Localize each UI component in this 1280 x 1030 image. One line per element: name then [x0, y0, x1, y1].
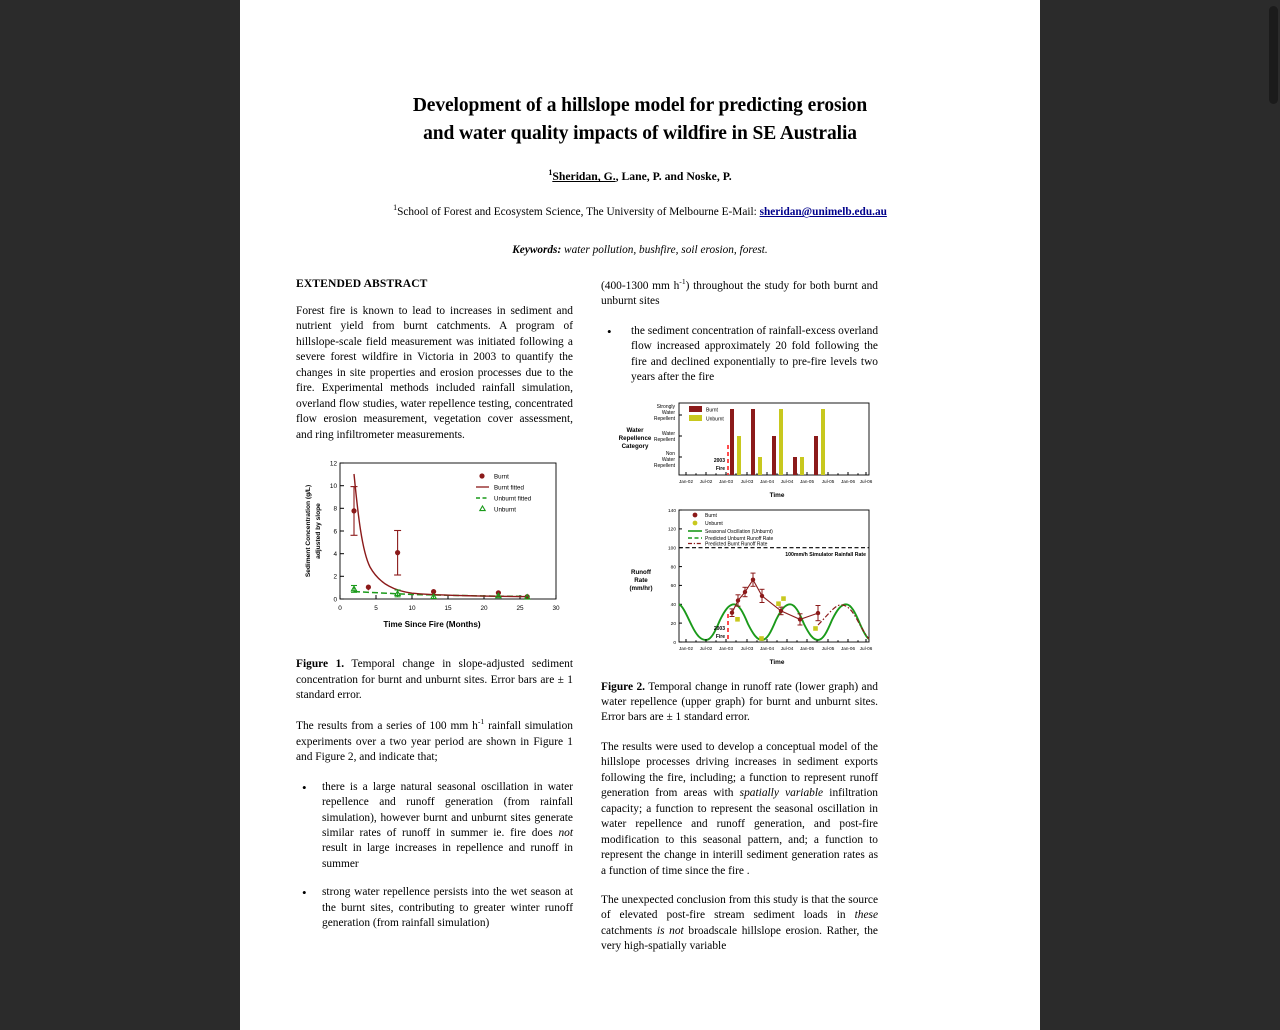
affiliation-footnote-marker: 1 — [393, 203, 397, 212]
svg-text:0: 0 — [673, 639, 676, 645]
figure-2-caption — [601, 680, 878, 726]
svg-text:Rate: Rate — [634, 577, 648, 584]
svg-text:Jul-03: Jul-03 — [741, 646, 754, 651]
right-top-superscript: -1 — [679, 277, 685, 286]
model-paragraph — [601, 740, 878, 879]
figure-1-caption — [296, 657, 573, 703]
results-paragraph — [296, 717, 573, 765]
figure-1-y-axis-label: Sediment Concentration (g/L) — [305, 485, 312, 577]
title-line-1: Development of a hillslope model for predicting erosion — [413, 95, 867, 116]
conclusion-italic-2: is not — [657, 925, 684, 937]
svg-text:60: 60 — [671, 583, 677, 589]
keywords-value: water pollution, bushfire, soil erosion, forest. — [564, 244, 768, 256]
author-list — [296, 168, 984, 183]
svg-text:Water: Water — [627, 427, 645, 434]
conclusion-italic-1: these — [855, 909, 878, 921]
svg-text:Jan-03: Jan-03 — [719, 479, 733, 484]
svg-text:2003: 2003 — [714, 458, 725, 464]
svg-text:Jan-02: Jan-02 — [679, 646, 693, 651]
conclusion-part2: catchments — [601, 925, 657, 937]
vertical-scrollbar-track[interactable] — [1266, 0, 1280, 960]
bullet-2-part1: strong water repellence persists into the wet season at the burnt sites, contributing to greater winter runoff generation (from rainfall simulation) — [322, 886, 573, 929]
figure-2-upper-chart — [601, 399, 878, 504]
svg-text:20: 20 — [671, 620, 677, 626]
right-top-part2: ) throughout the study for both burnt and unburnt sites — [601, 280, 878, 307]
results-paragraph-superscript: -1 — [478, 717, 484, 726]
svg-text:Jul-03: Jul-03 — [741, 479, 754, 484]
abstract-paragraph: Forest fire is known to lead to increases in sediment and nutrient yield from burnt catchments. A program of hillslope-scale field measurement was initiated following a severe forest wildfire in Victoria in 2003 to quantify the changes in site properties and erosion processes due to the fire. Experimental methods included rainfall simulation, overland flow studies, water repellence testing, concentrated flow erosion measurement, vegetation cover assessment, and ring infiltrometer measurements. — [296, 304, 573, 443]
svg-text:Non: Non — [666, 451, 675, 457]
svg-text:Jul-02: Jul-02 — [700, 479, 713, 484]
svg-text:0: 0 — [338, 605, 342, 612]
svg-text:Jul-02: Jul-02 — [700, 646, 713, 651]
svg-text:Jul-04: Jul-04 — [781, 646, 794, 651]
svg-text:Jul-05: Jul-05 — [822, 646, 835, 651]
svg-text:4: 4 — [333, 551, 337, 558]
svg-text:2: 2 — [333, 574, 337, 581]
svg-text:Repellent: Repellent — [654, 463, 676, 469]
figure-1-y-axis-label-2: adjusted by slope — [315, 503, 322, 559]
conclusion-part3: broadscale hillslope erosion. Rather, the very high-spatially variable — [601, 925, 878, 952]
bullet-1-part2: result in large increases in repellence and runoff in summer — [322, 842, 573, 869]
title-line-2: and water quality impacts of wildfire in SE Australia — [423, 123, 857, 144]
author-others: , Lane, P. and Noske, P. — [616, 170, 732, 183]
svg-text:140: 140 — [668, 507, 676, 513]
svg-text:Predicted Burnt Runoff Rate: Predicted Burnt Runoff Rate — [705, 541, 768, 547]
svg-text:Water: Water — [662, 457, 675, 463]
list-item — [296, 780, 573, 873]
right-top-paragraph — [601, 277, 878, 310]
svg-text:0: 0 — [333, 596, 337, 603]
svg-text:(mm/hr): (mm/hr) — [629, 585, 652, 592]
svg-text:100: 100 — [668, 545, 676, 551]
list-item — [601, 324, 878, 386]
right-bullet-list — [601, 324, 878, 386]
vertical-scrollbar-thumb[interactable] — [1269, 6, 1278, 104]
figure-1-chart — [296, 455, 568, 645]
svg-text:15: 15 — [444, 605, 452, 612]
svg-text:120: 120 — [668, 526, 676, 532]
svg-text:Strongly: Strongly — [657, 404, 676, 410]
right-top-part1: (400-1300 mm h — [601, 280, 679, 292]
figure-2-lower — [601, 506, 878, 674]
bullet-1-italic: not — [558, 827, 573, 839]
email-link[interactable]: sheridan@unimelb.edu.au — [760, 206, 887, 218]
svg-text:80: 80 — [671, 564, 677, 570]
results-paragraph-part1: The results from a series of 100 mm h — [296, 720, 478, 732]
keywords — [296, 244, 984, 256]
svg-text:Unburnt: Unburnt — [494, 506, 516, 513]
affiliation — [296, 203, 984, 218]
svg-text:Burnt: Burnt — [705, 513, 718, 519]
figure-1-caption-label: Figure 1. — [296, 658, 344, 670]
figure-2-lower-x-axis-label: Time — [770, 659, 785, 666]
figure-2-upper — [601, 399, 878, 504]
svg-text:Jan-04: Jan-04 — [760, 479, 774, 484]
svg-text:Unburnt: Unburnt — [705, 521, 723, 527]
figure-2-lower-reference-label: 100mm/h Simulator Rainfall Rate — [785, 552, 866, 558]
svg-text:Jan-03: Jan-03 — [719, 646, 733, 651]
svg-text:8: 8 — [333, 506, 337, 513]
bullet-1-part1: there is a large natural seasonal oscillation in water repellence and runoff generation (from rainfall simulation), however burnt and unburnt sites generate similar rates of runoff in summer ie. fire does — [322, 781, 573, 839]
section-heading-extended-abstract: EXTENDED ABSTRACT — [296, 277, 573, 290]
svg-text:40: 40 — [671, 602, 677, 608]
right-column — [601, 277, 878, 955]
svg-text:Jan-06: Jan-06 — [841, 479, 855, 484]
svg-text:Jan-02: Jan-02 — [679, 479, 693, 484]
svg-text:Repellence: Repellence — [619, 435, 652, 442]
conclusion-part1: The unexpected conclusion from this study is that the source of elevated post-fire stream sediment loads in — [601, 894, 878, 921]
svg-text:5: 5 — [374, 605, 378, 612]
svg-text:6: 6 — [333, 528, 337, 535]
svg-text:10: 10 — [408, 605, 416, 612]
svg-text:Unburnt fitted: Unburnt fitted — [494, 495, 532, 502]
svg-text:Burnt: Burnt — [706, 407, 719, 413]
svg-text:Seasonal Oscillation (Unburnt): Seasonal Oscillation (Unburnt) — [705, 529, 773, 535]
left-bullet-list — [296, 780, 573, 932]
svg-text:Jul-06: Jul-06 — [860, 646, 873, 651]
svg-text:25: 25 — [516, 605, 524, 612]
svg-text:Predicted Unburnt Runoff Rate: Predicted Unburnt Runoff Rate — [705, 536, 774, 542]
svg-text:Jul-05: Jul-05 — [822, 479, 835, 484]
svg-text:Water: Water — [662, 431, 675, 437]
svg-text:10: 10 — [330, 483, 338, 490]
model-paragraph-part2: infiltration capacity; a function to represent the seasonal oscillation in water repellence and runoff generation, and post-fire modification to this seasonal pattern, and; a function to represent the change in interill sediment generation rates as a function of time since the fire . — [601, 787, 878, 876]
results-paragraph-part2: rainfall simulation experiments over a two year period are shown in Figure 1 and Figure 2, and indicate that; — [296, 720, 573, 763]
figure-1-x-axis-label: Time Since Fire (Months) — [383, 620, 480, 629]
document-page — [240, 0, 1040, 1030]
svg-text:Jan-04: Jan-04 — [760, 646, 774, 651]
model-paragraph-italic: spatially variable — [740, 787, 823, 799]
svg-text:Fire: Fire — [716, 634, 725, 640]
svg-text:Fire: Fire — [716, 466, 725, 472]
svg-text:Water: Water — [662, 410, 675, 416]
svg-text:Repellent: Repellent — [654, 437, 676, 443]
model-paragraph-part1: The results were used to develop a conceptual model of the hillslope processes driving increases in sediment exports following the fire, including; a function to represent runoff generation from areas with — [601, 741, 878, 799]
author-footnote-marker: 1 — [548, 168, 552, 177]
svg-text:Unburnt: Unburnt — [706, 416, 724, 422]
svg-text:Runoff: Runoff — [631, 569, 652, 576]
figure-2-caption-label: Figure 2. — [601, 681, 645, 693]
svg-text:2003: 2003 — [714, 626, 725, 632]
svg-text:12: 12 — [330, 460, 338, 467]
svg-text:Jul-04: Jul-04 — [781, 479, 794, 484]
keywords-label: Keywords: — [512, 244, 561, 256]
left-column — [296, 277, 573, 955]
svg-text:Burnt fitted: Burnt fitted — [494, 484, 524, 491]
affiliation-text: School of Forest and Ecosystem Science, The University of Melbourne E-Mail: — [397, 206, 759, 218]
svg-text:Jul-06: Jul-06 — [860, 479, 873, 484]
figure-2-caption-text: Temporal change in runoff rate (lower graph) and water repellence (upper graph) for burnt and unburnt sites. Error bars are ± 1 standard error. — [601, 681, 878, 724]
page-title — [314, 92, 966, 147]
figure-2-lower-chart — [601, 506, 878, 674]
figure-2-upper-x-axis-label: Time — [770, 492, 785, 499]
svg-text:Burnt: Burnt — [494, 473, 509, 480]
conclusion-paragraph — [601, 893, 878, 955]
svg-text:30: 30 — [552, 605, 560, 612]
svg-text:Jan-05: Jan-05 — [800, 646, 814, 651]
bullet-sediment-text: the sediment concentration of rainfall-excess overland flow increased approximately 20 fold following the fire and declined exponentially to pre-fire levels two years after the fire — [631, 325, 878, 383]
svg-text:Repellent: Repellent — [654, 416, 676, 422]
figure-1 — [296, 455, 573, 645]
svg-text:Jan-05: Jan-05 — [800, 479, 814, 484]
svg-text:Jan-06: Jan-06 — [841, 646, 855, 651]
list-item — [296, 885, 573, 931]
svg-text:Category: Category — [622, 443, 649, 450]
figure-1-caption-text: Temporal change in slope-adjusted sediment concentration for burnt and unburnt sites. Error bars are ± 1 standard error. — [296, 658, 573, 701]
svg-text:20: 20 — [480, 605, 488, 612]
author-primary: Sheridan, G. — [552, 170, 615, 183]
